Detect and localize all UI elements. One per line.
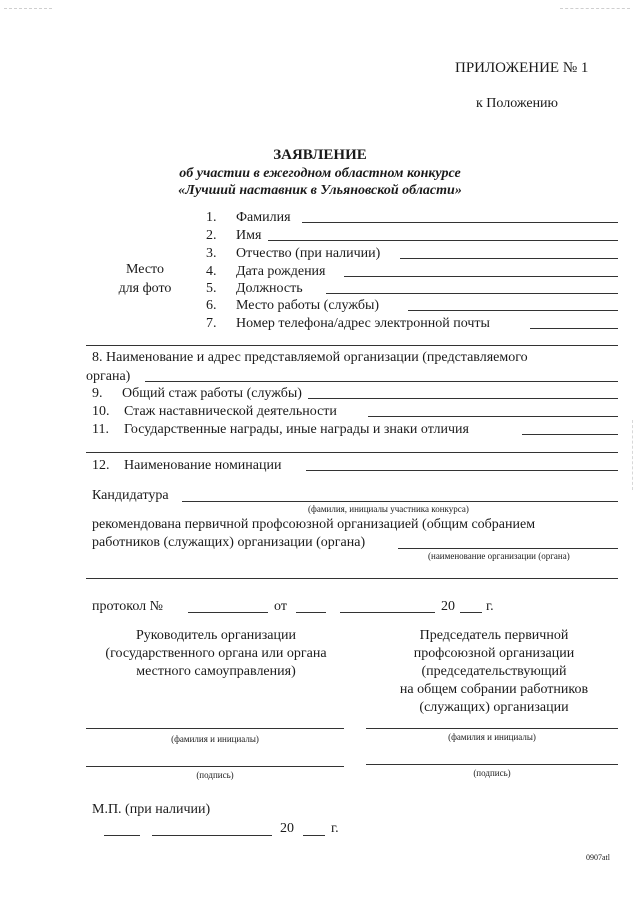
protocol-month-input-line[interactable] xyxy=(340,612,435,613)
chair-name-hint: (фамилия и инициалы) xyxy=(448,732,536,742)
field-number: 12. xyxy=(92,458,110,473)
patronymic-input-line[interactable] xyxy=(400,258,618,259)
field-number: 5. xyxy=(206,281,217,296)
recommending-organization-input-line[interactable] xyxy=(398,548,618,549)
nomination-input-line[interactable] xyxy=(306,470,618,471)
protocol-year-suffix: г. xyxy=(486,599,494,614)
recommending-organization-input-line-continued[interactable] xyxy=(86,578,618,579)
head-name-hint: (фамилия и инициалы) xyxy=(171,734,259,744)
field-label: Государственные награды, иные награды и знаки отличия xyxy=(124,422,469,437)
field-label: Должность xyxy=(236,281,303,296)
chair-signatory-title: (председательствующий xyxy=(421,664,567,679)
chair-signatory-title: на общем собрании работников xyxy=(399,682,589,697)
birthdate-input-line[interactable] xyxy=(344,276,618,277)
chair-name-input-line[interactable] xyxy=(366,728,618,729)
scan-artifact-line xyxy=(632,420,633,490)
field-label: Стаж наставнической деятельности xyxy=(124,404,337,419)
field-number: 10. xyxy=(92,404,110,419)
field-number: 11. xyxy=(92,422,109,437)
protocol-year-input-line[interactable] xyxy=(460,612,482,613)
awards-input-line[interactable] xyxy=(522,434,618,435)
head-signatory-title: местного самоуправления) xyxy=(136,664,296,679)
candidate-input-line[interactable] xyxy=(182,501,618,502)
field-label: Номер телефона/адрес электронной почты xyxy=(236,316,490,331)
scan-artifact-line xyxy=(4,8,52,9)
field-number: 7. xyxy=(206,316,217,331)
chair-signatory-title: профсоюзной организации xyxy=(413,646,575,661)
photo-placeholder-label: Место xyxy=(126,262,164,277)
footer-year-suffix: г. xyxy=(331,821,339,836)
contest-name: «Лучший наставник в Ульяновской области» xyxy=(178,183,462,198)
document-title: ЗАЯВЛЕНИЕ xyxy=(273,147,367,163)
total-experience-input-line[interactable] xyxy=(308,398,618,399)
recommendation-text-continued: работников (служащих) организации (органа) xyxy=(92,535,366,550)
footer-day-input-line[interactable] xyxy=(104,835,140,836)
field-number: 3. xyxy=(206,246,217,261)
document-code: 0907atl xyxy=(586,853,610,862)
field-number: 2. xyxy=(206,228,217,243)
regulation-reference: к Положению xyxy=(476,96,559,111)
footer-month-input-line[interactable] xyxy=(152,835,272,836)
chair-signature-input-line[interactable] xyxy=(366,764,618,765)
organization-field-label: 8. Наименование и адрес представляемой организации (представляемого xyxy=(92,350,528,365)
organization-input-line[interactable] xyxy=(145,381,618,382)
field-label: Имя xyxy=(236,228,262,243)
appendix-heading: ПРИЛОЖЕНИЕ № 1 xyxy=(455,60,589,76)
field-label: Общий стаж работы (службы) xyxy=(122,386,302,401)
head-signatory-title: Руководитель организации xyxy=(136,628,296,643)
organization-name-hint: (наименование организации (органа) xyxy=(428,551,570,561)
field-number: 1. xyxy=(206,210,217,225)
field-number: 4. xyxy=(206,264,217,279)
organization-field-label-continued: органа) xyxy=(86,369,131,384)
field-label: Дата рождения xyxy=(236,264,326,279)
mentoring-experience-input-line[interactable] xyxy=(368,416,618,417)
document-subtitle: об участии в ежегодном областном конкурсе xyxy=(179,166,461,181)
field-label: Отчество (при наличии) xyxy=(236,246,381,261)
protocol-from-label: от xyxy=(274,599,287,614)
chair-signature-hint: (подпись) xyxy=(473,768,511,778)
head-name-input-line[interactable] xyxy=(86,728,344,729)
chair-signatory-title: (служащих) организации xyxy=(419,700,569,715)
surname-input-line[interactable] xyxy=(302,222,618,223)
head-signature-hint: (подпись) xyxy=(196,770,234,780)
position-input-line[interactable] xyxy=(326,293,618,294)
head-signature-input-line[interactable] xyxy=(86,766,344,767)
field-label: Место работы (службы) xyxy=(236,298,380,313)
protocol-year-prefix: 20 xyxy=(441,599,455,614)
protocol-label: протокол № xyxy=(92,599,163,614)
footer-year-input-line[interactable] xyxy=(303,835,325,836)
scan-artifact-line xyxy=(560,8,630,9)
name-input-line[interactable] xyxy=(268,240,618,241)
field-label: Наименование номинации xyxy=(124,458,282,473)
candidate-label: Кандидатура xyxy=(92,488,169,503)
protocol-day-input-line[interactable] xyxy=(296,612,326,613)
field-number: 6. xyxy=(206,298,217,313)
awards-input-line-continued[interactable] xyxy=(86,452,618,453)
candidate-hint: (фамилия, инициалы участника конкурса) xyxy=(308,504,469,514)
contacts-input-line-continued[interactable] xyxy=(86,345,618,346)
field-label: Фамилия xyxy=(236,210,291,225)
recommendation-text: рекомендована первичной профсоюзной организацией (общим собранием xyxy=(92,517,536,532)
chair-signatory-title: Председатель первичной xyxy=(419,628,569,643)
photo-placeholder-label: для фото xyxy=(118,281,172,296)
contacts-input-line[interactable] xyxy=(530,328,618,329)
workplace-input-line[interactable] xyxy=(408,310,618,311)
protocol-number-input-line[interactable] xyxy=(188,612,268,613)
field-number: 9. xyxy=(92,386,103,401)
head-signatory-title: (государственного органа или органа xyxy=(105,646,327,661)
stamp-label: М.П. (при наличии) xyxy=(92,802,211,817)
footer-year-prefix: 20 xyxy=(280,821,294,836)
